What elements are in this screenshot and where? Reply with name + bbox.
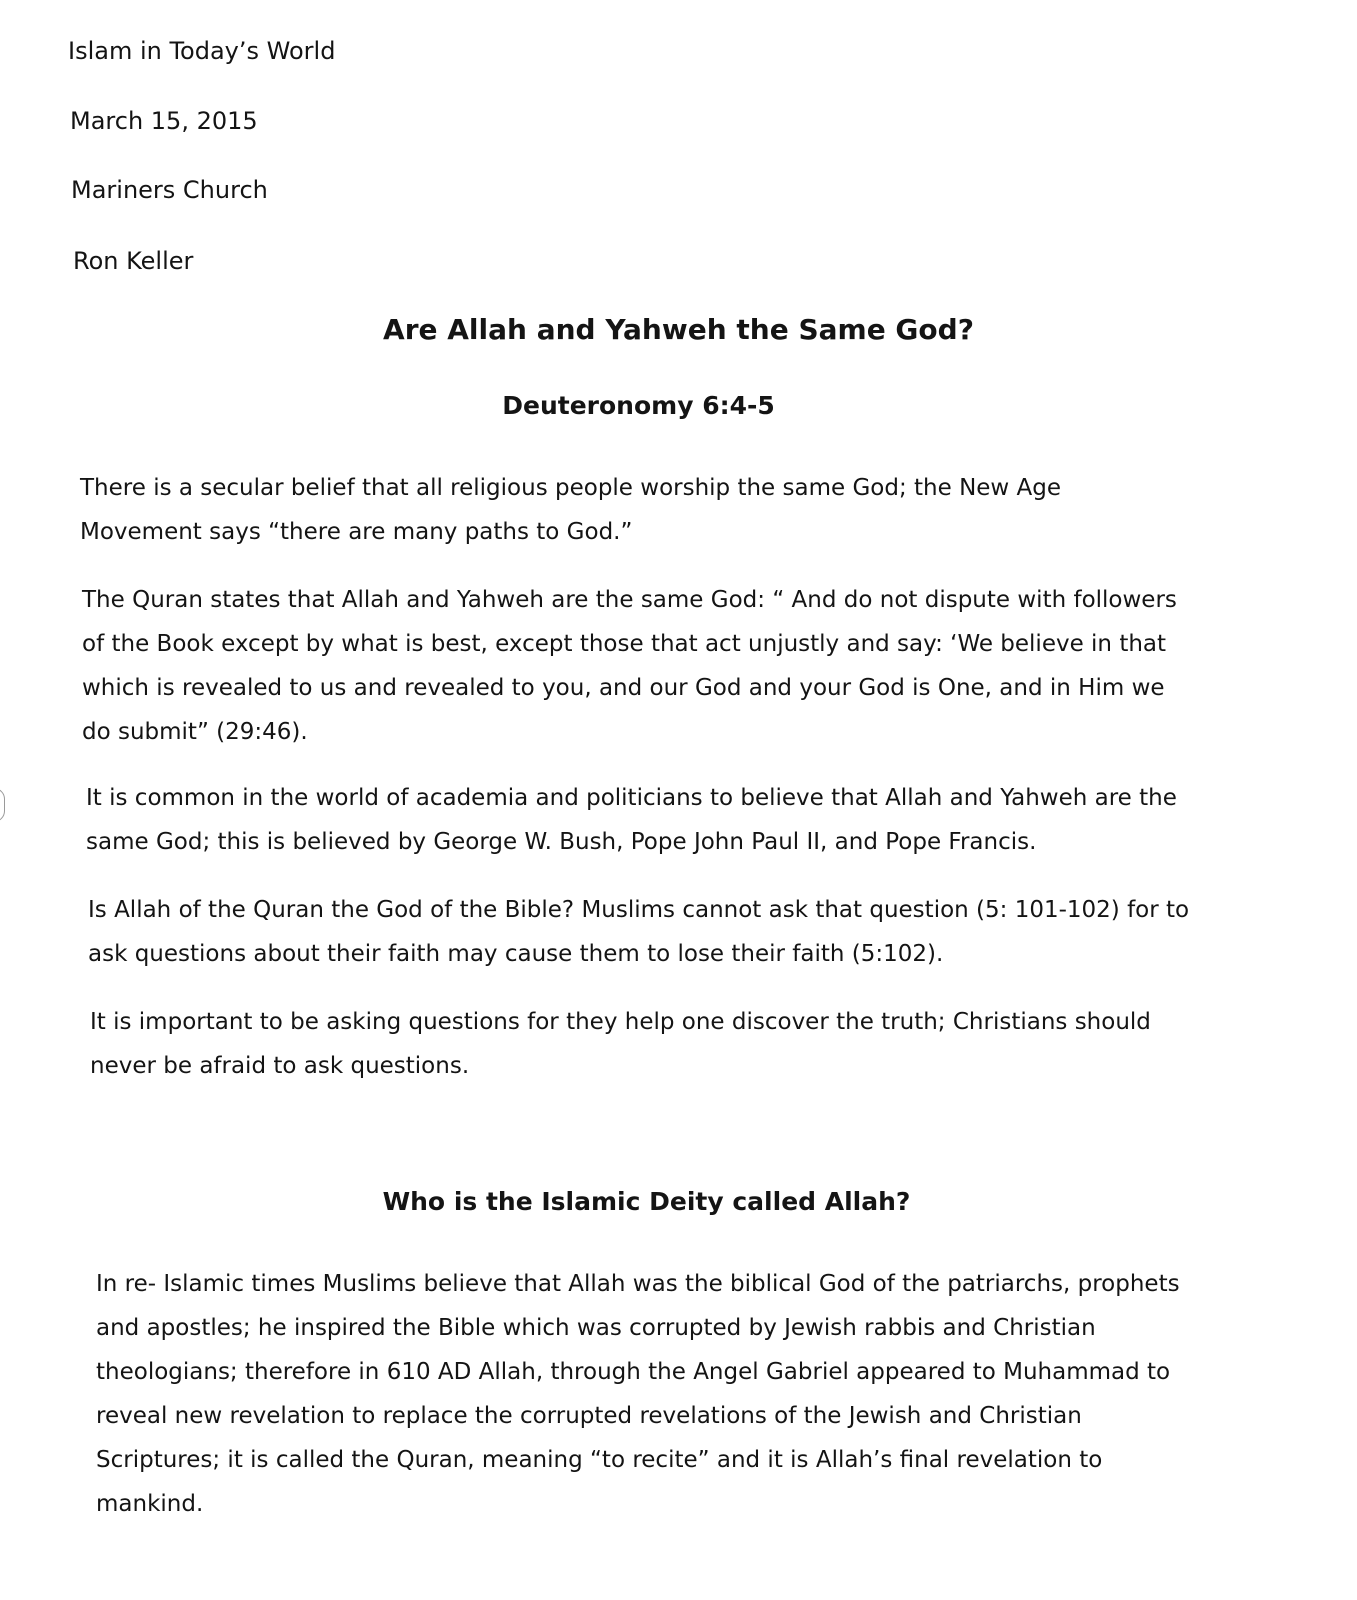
paragraph-line: which is revealed to us and revealed to you, and our God and your God is One, and in Him we	[82, 675, 1165, 701]
intro-paragraph-4	[88, 888, 1288, 976]
paragraph-line: It is important to be asking questions for they help one discover the truth; Christians should	[90, 1009, 1151, 1035]
paragraph-line: There is a secular belief that all religious people worship the same God; the New Age	[80, 475, 1062, 501]
course-title: Islam in Today’s World	[68, 37, 336, 65]
paragraph-line: In re- Islamic times Muslims believe that Allah was the biblical God of the patriarchs, prophets	[96, 1271, 1180, 1297]
paragraph-line: ask questions about their faith may cause them to lose their faith (5:102).	[88, 941, 944, 967]
paragraph-line: Is Allah of the Quran the God of the Bible? Muslims cannot ask that question (5: 101-102) for to	[88, 897, 1190, 923]
section-heading: Who is the Islamic Deity called Allah?	[382, 1187, 911, 1216]
paragraph-line: mankind.	[96, 1491, 204, 1517]
scripture-reference: Deuteronomy 6:4-5	[502, 391, 775, 420]
paragraph-line: of the Book except by what is best, except those that act unjustly and say: ‘We believe in that	[82, 631, 1167, 657]
paragraph-line: It is common in the world of academia and politicians to believe that Allah and Yahweh are the	[86, 785, 1177, 811]
paragraph-line: Scriptures; it is called the Quran, meaning “to recite” and it is Allah’s final revelation to	[96, 1447, 1103, 1473]
paragraph-line: The Quran states that Allah and Yahweh are the same God: “ And do not dispute with followers	[82, 587, 1177, 613]
paragraph-line: never be afraid to ask questions.	[90, 1053, 470, 1079]
paragraph-line: same God; this is believed by George W. Bush, Pope John Paul II, and Pope Francis.	[86, 829, 1037, 855]
paragraph-line: and apostles; he inspired the Bible which was corrupted by Jewish rabbis and Christian	[96, 1315, 1096, 1341]
paragraph-line: reveal new revelation to replace the corrupted revelations of the Jewish and Christian	[96, 1403, 1082, 1429]
speaker-name: Ron Keller	[73, 247, 194, 275]
paragraph-line: theologians; therefore in 610 AD Allah, through the Angel Gabriel appeared to Muhammad to	[96, 1359, 1171, 1385]
intro-paragraph-1	[80, 466, 1280, 554]
punch-hole-mark	[0, 788, 5, 822]
section-paragraph	[96, 1262, 1296, 1526]
paragraph-line: Movement says “there are many paths to God.”	[80, 519, 633, 545]
intro-paragraph-3	[86, 776, 1286, 864]
lecture-date: March 15, 2015	[70, 107, 258, 135]
paragraph-line: do submit” (29:46).	[82, 719, 308, 745]
church-name: Mariners Church	[71, 176, 268, 204]
main-title: Are Allah and Yahweh the Same God?	[383, 313, 974, 346]
intro-paragraph-2	[82, 578, 1282, 754]
intro-paragraph-5	[90, 1000, 1290, 1088]
